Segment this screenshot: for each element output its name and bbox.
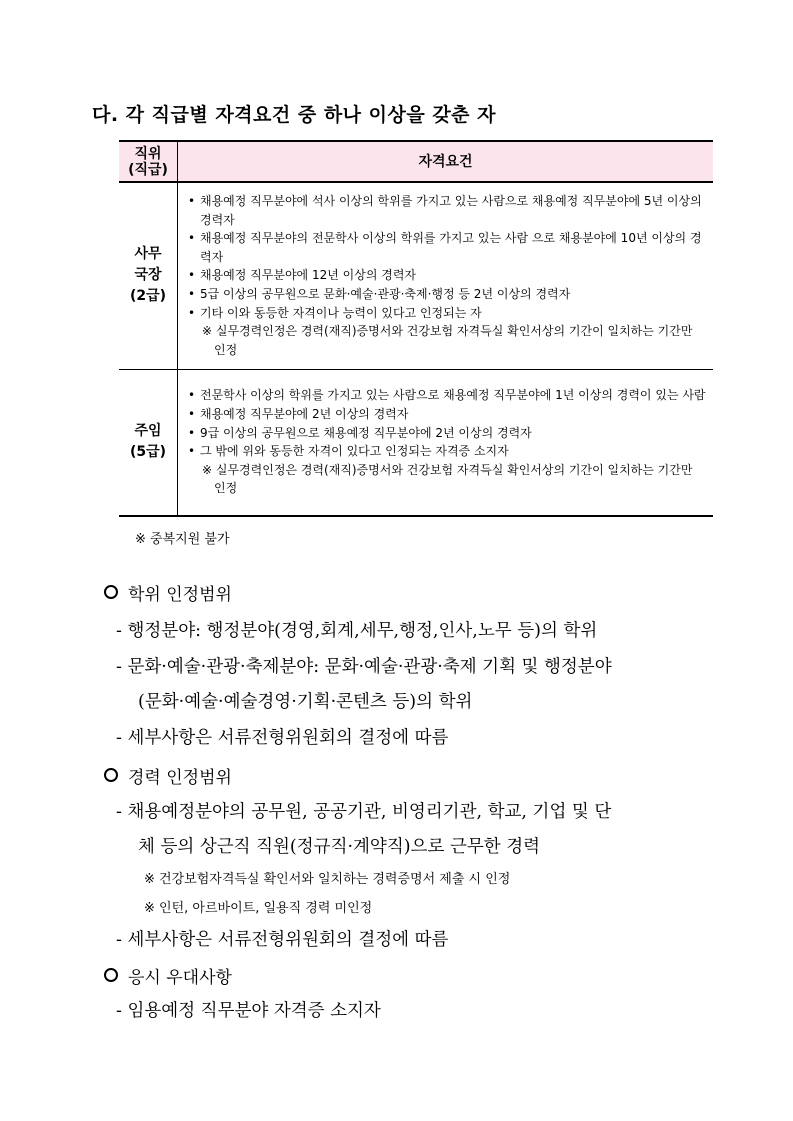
career-heading bbox=[104, 763, 232, 788]
career-line: - 채용예정분야의 공무원, 공공기관, 비영리기관, 학교, 기업 및 단 bbox=[116, 802, 612, 822]
list-item: • 기타 이와 동등한 자격이나 능력이 있다고 인정되는 자 bbox=[188, 304, 707, 323]
section-title: 다. 각 직급별 자격요건 중 하나 이상을 갖춘 자 bbox=[92, 104, 497, 126]
rank-cell bbox=[119, 369, 178, 516]
requirements-cell bbox=[178, 369, 714, 516]
rank-cell bbox=[119, 182, 178, 369]
career-note: ※ 건강보험자격득실 확인서와 일치하는 경력증명서 제출 시 인정 bbox=[144, 872, 511, 887]
rank-label: 주임 bbox=[134, 423, 162, 440]
rank-label: 국장 bbox=[134, 267, 162, 284]
heading-text: 응시 우대사항 bbox=[128, 968, 232, 988]
circle-bullet-icon bbox=[104, 968, 118, 982]
list-item: • 채용예정 직무분야의 전문학사 이상의 학위를 가지고 있는 사람 으로 채용분야에 10년 이상의 경력자 bbox=[188, 229, 707, 266]
list-note: ※ 실무경력인정은 경력(재직)증명서와 건강보험 자격득실 확인서상의 기간이 일치하는 기간만 인정 bbox=[202, 324, 693, 357]
requirements-cell bbox=[178, 182, 714, 369]
header-position-label: 직위 bbox=[134, 145, 162, 162]
list-note: ※ 실무경력인정은 경력(재직)증명서와 건강보험 자격득실 확인서상의 기간이 일치하는 기간만 인정 bbox=[202, 462, 693, 496]
preference-line: - 임용예정 직무분야 자격증 소지자 bbox=[116, 1001, 381, 1021]
qualification-table bbox=[119, 140, 713, 517]
circle-bullet-icon bbox=[104, 768, 118, 782]
degree-line: - 세부사항은 서류전형위원회의 결정에 따름 bbox=[116, 728, 449, 748]
degree-heading bbox=[104, 580, 232, 605]
degree-line: - 행정분야: 행정분야(경영,회계,세무,행정,인사,노무 등)의 학위 bbox=[116, 621, 598, 641]
rank-label: 사무 bbox=[134, 246, 162, 263]
list-item: • 9급 이상의 공무원으로 채용예정 직무분야에 2년 이상의 경력자 bbox=[188, 424, 707, 443]
career-line: - 세부사항은 서류전형위원회의 결정에 따름 bbox=[116, 930, 449, 950]
circle-bullet-icon bbox=[104, 585, 118, 599]
list-item: • 채용예정 직무분야에 12년 이상의 경력자 bbox=[188, 266, 707, 285]
career-note: ※ 인턴, 아르바이트, 일용직 경력 미인정 bbox=[144, 901, 373, 916]
table-header-row bbox=[119, 141, 713, 182]
list-item: • 전문학사 이상의 학위를 가지고 있는 사람으로 채용예정 직무분야에 1년 이상의 경력이 있는 사람 bbox=[188, 386, 707, 405]
header-grade-label: (직급) bbox=[128, 161, 168, 178]
degree-line: - 문화·예술·관광·축제분야: 문화·예술·관광·축제 기획 및 행정분야 bbox=[116, 657, 612, 677]
table-row bbox=[119, 182, 713, 369]
heading-text: 학위 인정범위 bbox=[128, 585, 232, 605]
heading-text: 경력 인정범위 bbox=[128, 768, 232, 788]
list-item: • 그 밖에 위와 동등한 자격이 있다고 인정되는 자격증 소지자 bbox=[188, 442, 707, 461]
header-position bbox=[119, 141, 178, 182]
list-item: • 5급 이상의 공무원으로 문화·예술·관광·축제·행정 등 2년 이상의 경력자 bbox=[188, 285, 707, 304]
degree-line-cont: (문화·예술·예술경영·기획·콘텐츠 등)의 학위 bbox=[138, 692, 473, 712]
list-item: • 채용예정 직무분야에 석사 이상의 학위를 가지고 있는 사람으로 채용예정 직무분야에 5년 이상의 경력자 bbox=[188, 192, 707, 229]
career-line-cont: 체 등의 상근직 직원(정규직·계약직)으로 근무한 경력 bbox=[138, 837, 541, 857]
table-note: ※ 중복지원 불가 bbox=[135, 532, 230, 547]
rank-grade: (5급) bbox=[129, 444, 167, 461]
list-item: • 채용예정 직무분야에 2년 이상의 경력자 bbox=[188, 405, 707, 424]
rank-grade: (2급) bbox=[129, 288, 167, 305]
header-requirements: 자격요건 bbox=[418, 153, 473, 170]
preference-heading bbox=[104, 963, 232, 988]
table-row bbox=[119, 369, 713, 516]
